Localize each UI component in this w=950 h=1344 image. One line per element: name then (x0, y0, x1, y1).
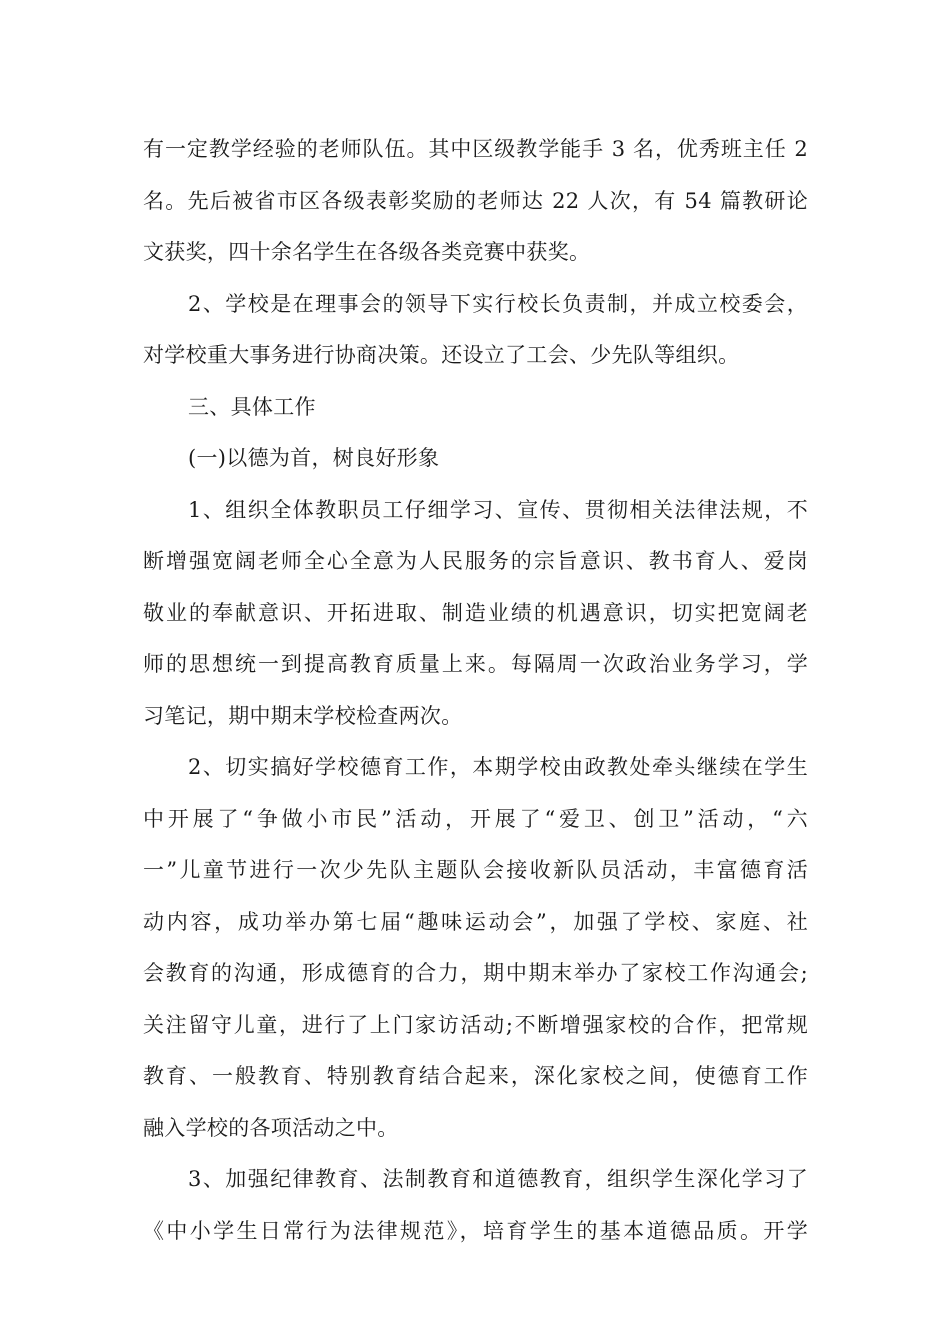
subsection-heading: (一)以德为首，树良好形象 (188, 446, 440, 470)
text-line: 1、组织全体教职员工仔细学习、宣传、贯彻相关法律法规，不 (188, 497, 808, 522)
text-line: 融入学校的各项活动之中。 (143, 1115, 399, 1140)
text-line: 断增强宽阔老师全心全意为人民服务的宗旨意识、教书育人、爱岗 (143, 549, 808, 573)
text-line: 关注留守儿童，进行了上门家访活动;不断增强家校的合作，把常规 (143, 1012, 808, 1037)
text-line: 2、学校是在理事会的领导下实行校长负责制，并成立校委会， (188, 291, 808, 316)
section-heading: 三、具体工作 (188, 394, 316, 419)
text-line: 3、加强纪律教育、法制教育和道德教育，组织学生深化学习了 (188, 1167, 808, 1191)
text-line: 教育、一般教育、特别教育结合起来，深化家校之间，使德育工作 (143, 1064, 808, 1088)
text-line: 一”儿童节进行一次少先队主题队会接收新队员活动，丰富德育活 (143, 858, 808, 882)
text-line: 文获奖，四十余名学生在各级各类竞赛中获奖。 (143, 240, 591, 264)
document-body (143, 124, 808, 1257)
text-line: 中开展了“争做小市民”活动，开展了“爱卫、创卫”活动，“六 (143, 806, 808, 831)
text-line: 会教育的沟通，形成德育的合力，期中期末举办了家校工作沟通会; (143, 961, 808, 985)
text-line: 2、切实搞好学校德育工作，本期学校由政教处牵头继续在学生 (188, 755, 808, 779)
text-line: 动内容，成功举办第七届“趣味运动会”，加强了学校、家庭、社 (143, 909, 808, 934)
text-line: 有一定教学经验的老师队伍。其中区级教学能手 3 名，优秀班主任 2 (143, 137, 808, 161)
text-line: 名。先后被省市区各级表彰奖励的老师达 22 人次，有 54 篇教研论 (143, 188, 808, 213)
text-line: 对学校重大事务进行协商决策。还设立了工会、少先队等组织。 (143, 343, 740, 367)
text-line: 习笔记，期中期末学校检查两次。 (143, 703, 463, 728)
text-line: 《中小学生日常行为法律规范》，培育学生的基本道德品质。开学 (143, 1218, 808, 1243)
text-line: 敬业的奉献意识、开拓进取、制造业绩的机遇意识，切实把宽阔老 (143, 600, 808, 625)
text-line: 师的思想统一到提高教育质量上来。每隔周一次政治业务学习，学 (143, 652, 808, 676)
